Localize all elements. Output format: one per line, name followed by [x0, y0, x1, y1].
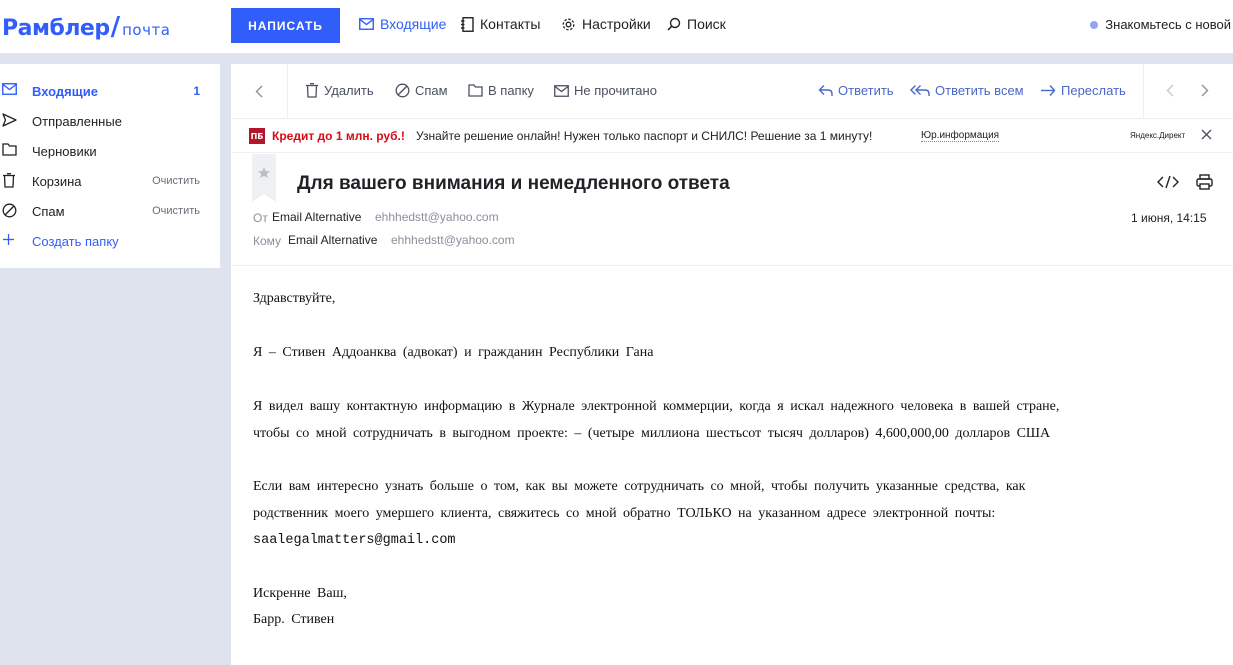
header-divider: [231, 265, 1233, 266]
folder-drafts-label: Черновики: [32, 144, 97, 159]
nav-settings-label: Настройки: [582, 16, 651, 32]
body-paragraph: Я видел вашу контактную информацию в Журнале электронной коммерции, когда я искал надежного человека в вашей стране,: [253, 399, 1060, 414]
logo-slash: /: [110, 12, 121, 42]
forward-button[interactable]: [1040, 83, 1126, 98]
mark-unread-label: Не прочитано: [574, 83, 657, 98]
reply-all-label: Ответить всем: [935, 83, 1024, 98]
trash-icon: [305, 83, 319, 98]
folder-drafts[interactable]: [0, 136, 220, 166]
message-subject: Для вашего внимания и немедленного ответа: [297, 173, 730, 194]
envelope-icon: [554, 85, 569, 97]
close-icon[interactable]: [1201, 129, 1212, 140]
folder-inbox[interactable]: [0, 76, 220, 106]
delete-label: Удалить: [324, 83, 374, 98]
reply-all-icon: [910, 84, 930, 97]
recipient-email[interactable]: ehhhedstt@yahoo.com: [391, 233, 515, 247]
bookmark-star-icon[interactable]: [252, 154, 276, 202]
toolbar-divider: [1143, 64, 1144, 119]
mark-unread-button[interactable]: [554, 83, 657, 98]
create-folder-button[interactable]: [0, 226, 220, 256]
reply-all-button[interactable]: [910, 83, 1024, 98]
clear-trash-button[interactable]: Очистить: [152, 175, 200, 187]
folder-sent[interactable]: [0, 106, 220, 136]
body-closing: Искренне Ваш,: [253, 586, 347, 601]
folder-sent-label: Отправленные: [32, 114, 122, 129]
from-label: От: [253, 211, 268, 225]
view-source-code-icon[interactable]: [1157, 175, 1179, 189]
compose-button[interactable]: НАПИСАТЬ: [231, 8, 340, 43]
body-paragraph: чтобы со мной сотрудничать в выгодном проекте: – (четыре миллиона шестьсот тысяч долларов) 4,600,000,00 долларов США: [253, 426, 1051, 441]
body-paragraph: Если вам интересно узнать больше о том, как вы можете сотрудничать со мной, чтобы получить указанные средства, как: [253, 479, 1026, 494]
nav-settings[interactable]: [561, 16, 651, 32]
folder-inbox-label: Входящие: [32, 84, 98, 99]
sender-name[interactable]: Email Alternative: [272, 210, 362, 224]
folder-trash[interactable]: [0, 166, 220, 196]
folder-spam-label: Спам: [32, 204, 65, 219]
ad-source-label: Яндекс.Директ: [1130, 131, 1186, 140]
folder-icon: [468, 84, 483, 97]
trash-icon: [2, 173, 16, 188]
nav-search[interactable]: [667, 16, 726, 32]
spam-button[interactable]: [395, 83, 448, 98]
top-header: [0, 0, 1233, 53]
promo-dot-icon: [1090, 21, 1098, 29]
recipient-name[interactable]: Email Alternative: [288, 233, 378, 247]
draft-folder-icon: [2, 143, 17, 156]
message-view: [231, 64, 1233, 665]
message-toolbar: [231, 64, 1233, 119]
body-paragraph: родственник моего умершего клиента, свяжитесь со мной обратно ТОЛЬКО на указанном адресе электронной почты:: [253, 506, 996, 521]
nav-inbox-label: Входящие: [380, 16, 447, 32]
next-message-button[interactable]: [1201, 84, 1214, 97]
nav-inbox[interactable]: [359, 16, 446, 32]
chevron-left-icon: [1166, 84, 1174, 97]
ad-legal-info-link[interactable]: Юр.информация: [921, 130, 1000, 141]
body-greeting: Здравствуйте,: [253, 291, 336, 306]
message-date: 1 июня, 14:15: [1131, 211, 1207, 225]
contacts-book-icon: [461, 17, 474, 32]
create-folder-label: Создать папку: [32, 234, 119, 249]
delete-button[interactable]: [305, 83, 374, 98]
chevron-left-icon: [255, 85, 263, 98]
ad-text[interactable]: Узнайте решение онлайн! Нужен только паспорт и СНИЛС! Решение за 1 минуту!: [416, 129, 873, 143]
promo-text: Знакомьтесь с новой: [1105, 17, 1231, 32]
promo-link[interactable]: [1090, 17, 1231, 32]
spam-label: Спам: [415, 83, 448, 98]
folder-spam[interactable]: [0, 196, 220, 226]
send-arrow-icon: [2, 113, 17, 127]
search-icon: [667, 17, 681, 31]
move-to-folder-label: В папку: [488, 83, 534, 98]
nav-contacts[interactable]: [461, 16, 540, 32]
rambler-mail-logo[interactable]: [2, 12, 170, 42]
folder-sidebar: [0, 64, 220, 268]
nav-search-label: Поиск: [687, 16, 726, 32]
gear-icon: [561, 17, 576, 32]
body-email-address[interactable]: saalegalmatters@gmail.com: [253, 533, 456, 548]
unread-count-badge: 1: [193, 84, 200, 98]
back-button[interactable]: [231, 64, 288, 119]
body-signature: Барр. Стивен: [253, 612, 335, 627]
ad-title[interactable]: Кредит до 1 млн. руб.!: [272, 129, 405, 143]
chevron-right-icon: [1201, 84, 1209, 97]
clear-spam-button[interactable]: Очистить: [152, 205, 200, 217]
plus-icon: [2, 233, 15, 246]
logo-sub-text: почта: [122, 21, 171, 39]
folder-trash-label: Корзина: [32, 174, 82, 189]
body-paragraph: Я – Стивен Аддоанква (адвокат) и гражданин Республики Гана: [253, 345, 654, 360]
reply-label: Ответить: [838, 83, 894, 98]
forward-arrow-icon: [1040, 84, 1056, 97]
sender-email[interactable]: ehhhedstt@yahoo.com: [375, 210, 499, 224]
spam-icon: [2, 203, 17, 218]
move-to-folder-button[interactable]: [468, 83, 534, 98]
envelope-icon: [2, 83, 17, 95]
ad-banner[interactable]: [231, 119, 1233, 153]
print-icon[interactable]: [1196, 174, 1213, 190]
envelope-icon: [359, 18, 374, 30]
forward-label: Переслать: [1061, 83, 1126, 98]
nav-contacts-label: Контакты: [480, 16, 541, 32]
logo-main-text: Рамблер: [2, 16, 110, 41]
spam-icon: [395, 83, 410, 98]
reply-button[interactable]: [818, 83, 894, 98]
previous-message-button[interactable]: [1166, 84, 1179, 97]
reply-icon: [818, 84, 833, 97]
ad-brand-logo: ПБ: [249, 128, 265, 144]
to-label: Кому: [253, 234, 282, 248]
